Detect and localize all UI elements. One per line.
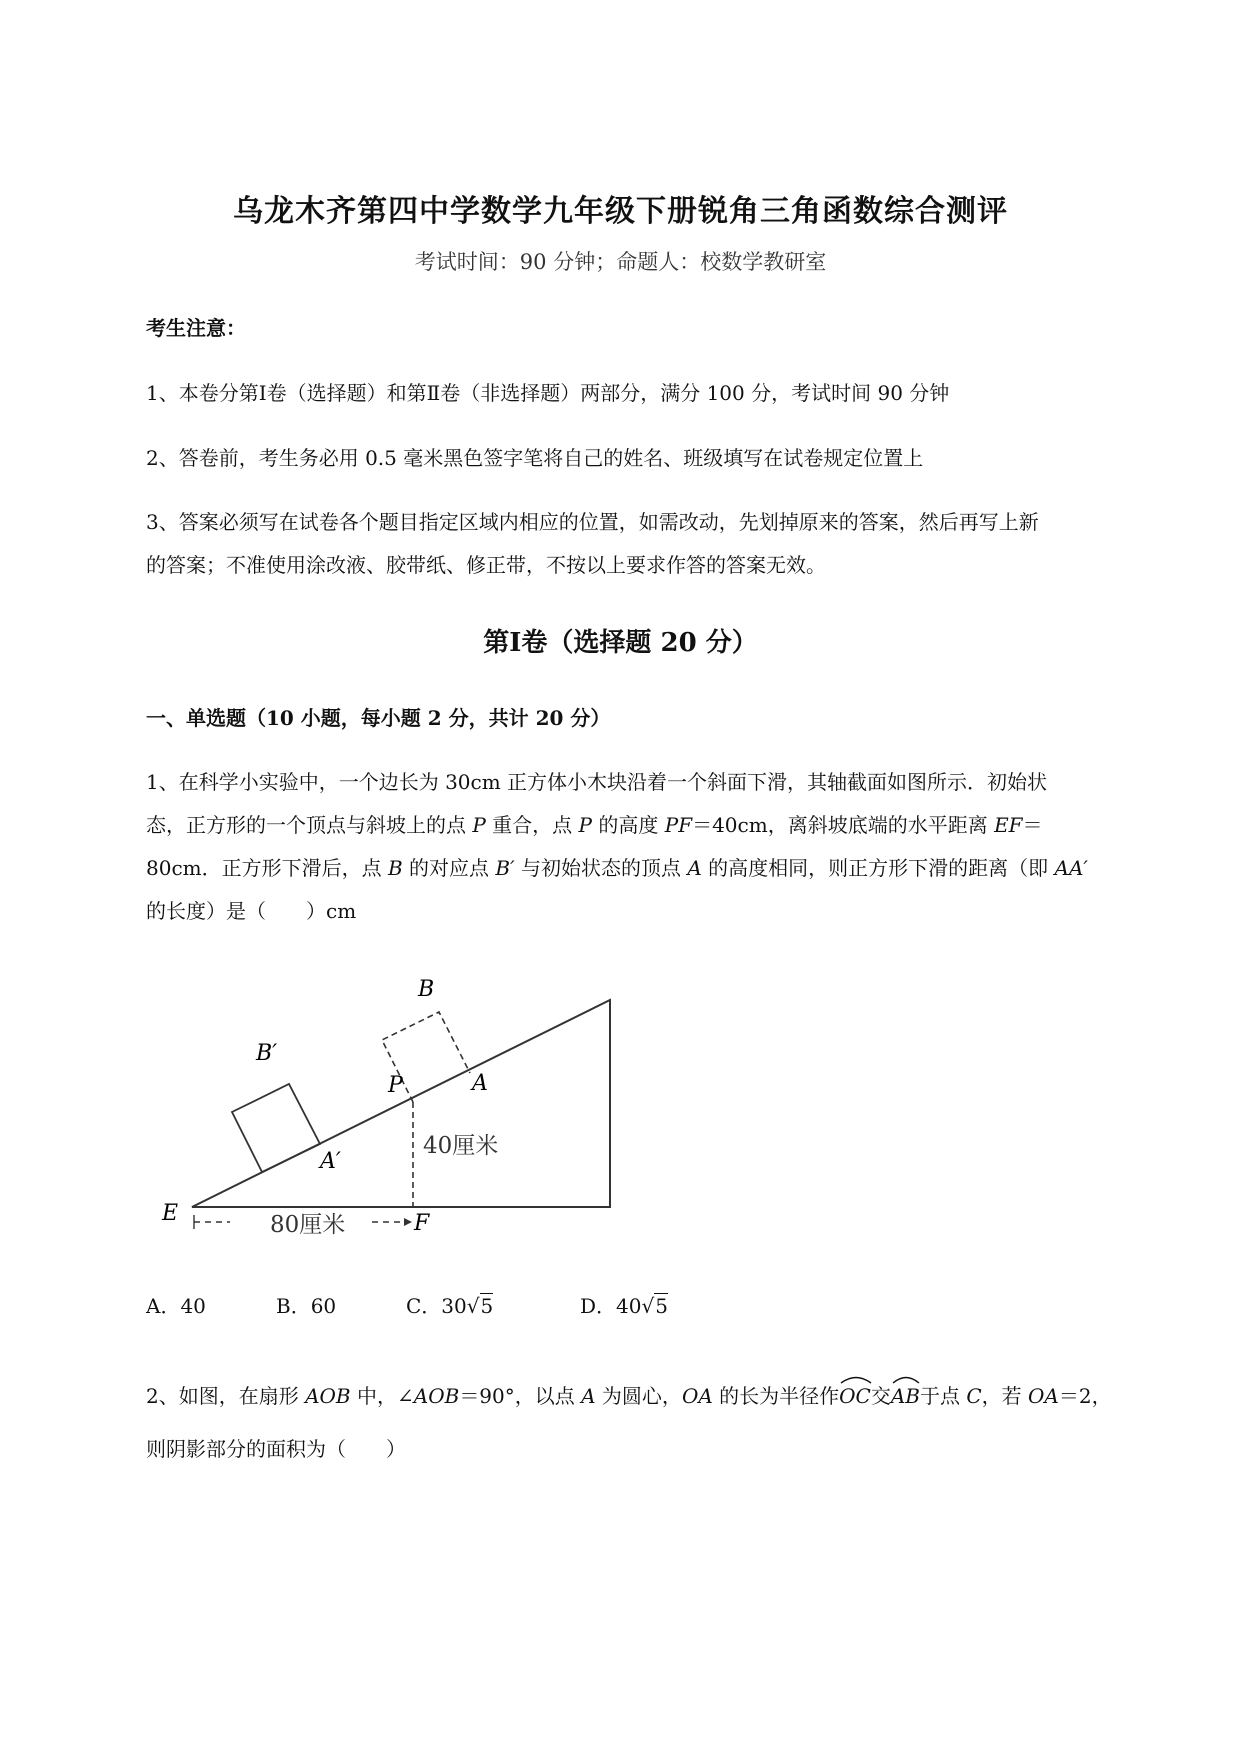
q1-option-d-text: D．40 <box>580 1294 642 1318</box>
fig-label-distance: 80厘米 <box>270 1212 346 1238</box>
q2-text: 2、如图，在扇形 <box>146 1384 306 1408</box>
q2-text: 中，∠ <box>350 1384 414 1408</box>
q1-line-2 <box>146 809 1043 838</box>
q2-text: ＝90°，以点 <box>459 1384 582 1408</box>
q1-math: PF <box>664 813 693 837</box>
q1-option-c[interactable] <box>406 1290 493 1319</box>
q1-math: B′ <box>495 856 515 880</box>
q1-math: P <box>472 813 486 837</box>
sqrt-radicand: 5 <box>480 1294 494 1318</box>
fig-label-height: 40厘米 <box>423 1133 499 1159</box>
q1-math: P <box>578 813 593 837</box>
q1-text: 的对应点 <box>402 856 496 880</box>
q2-math: C <box>966 1384 982 1408</box>
arc-icon <box>839 1374 873 1384</box>
q1-line-1: 1、在科学小实验中，一个边长为 30cm 正方体小木块沿着一个斜面下滑，其轴截面如图所示．初始状 <box>146 770 1048 794</box>
fig-label-a-prime: A′ <box>320 1149 341 1174</box>
q1-text: 重合，点 <box>485 813 579 837</box>
q1-text: 态，正方形的一个顶点与斜坡上的点 <box>146 813 473 837</box>
q1-math: EF <box>994 813 1023 837</box>
q2-line-2: 则阴影部分的面积为（ ） <box>146 1437 406 1461</box>
sqrt-radicand: 5 <box>655 1294 668 1318</box>
q1-text: ＝ <box>1022 813 1043 837</box>
notice-item-1: 1、本卷分第Ⅰ卷（选择题）和第Ⅱ卷（非选择题）两部分，满分 100 分，考试时间 90 分钟 <box>146 381 950 405</box>
q1-line-3 <box>146 852 1088 881</box>
q2-text: 的长为半径作 <box>712 1384 840 1408</box>
q1-text: 的高度相同，则正方形下滑的距离（即 <box>701 856 1055 880</box>
notice-item-3: 3、答案必须写在试卷各个题目指定区域内相应的位置，如需改动，先划掉原来的答案，然后再写上新 <box>146 510 1039 534</box>
slid-square <box>232 1084 320 1172</box>
part-heading: 一、单选题（10 小题，每小题 2 分，共计 20 分） <box>146 706 611 730</box>
q2-text: 为圆心， <box>595 1384 682 1408</box>
q2-math: A <box>581 1384 596 1408</box>
q1-math: AA′ <box>1054 856 1088 880</box>
fig-label-b-prime: B′ <box>256 1041 278 1066</box>
q2-text: 于点 <box>919 1384 967 1408</box>
fig-label-b: B <box>418 977 435 1002</box>
q2-math: AOB <box>305 1384 351 1408</box>
q1-text: 与初始状态的顶点 <box>514 856 688 880</box>
page-subtitle: 考试时间：90 分钟；命题人：校数学教研室 <box>414 250 827 274</box>
q1-text: 的高度 <box>592 813 665 837</box>
arc-oc <box>839 1384 871 1408</box>
arc-oc-label: OC <box>839 1384 871 1408</box>
notice-heading: 考生注意： <box>146 316 246 340</box>
q1-option-c-text: C．30 <box>406 1294 467 1318</box>
q1-option-d[interactable] <box>580 1290 668 1319</box>
notice-item-3-cont: 的答案；不准使用涂改液、胶带纸、修正带，不按以上要求作答的答案无效。 <box>146 553 826 577</box>
q2-math: AOB <box>413 1384 460 1408</box>
fig-label-p: P <box>388 1073 403 1098</box>
q1-option-b[interactable]: B．60 <box>276 1294 337 1318</box>
sqrt-symbol: √5 <box>466 1294 494 1318</box>
arc-ab <box>891 1384 920 1408</box>
sqrt-symbol: √5 <box>641 1294 668 1318</box>
notice-item-2: 2、答卷前，考生务必用 0.5 毫米黑色签字笔将自己的姓名、班级填写在试卷规定位置上 <box>146 446 924 470</box>
fig-label-f: F <box>414 1211 430 1236</box>
q2-math: OA <box>681 1384 713 1408</box>
q2-text: ，若 <box>981 1384 1029 1408</box>
arc-icon <box>891 1374 921 1384</box>
fig-label-e: E <box>162 1201 179 1226</box>
q2-math: OA <box>1028 1384 1059 1408</box>
ef-dim-arrow <box>404 1218 412 1226</box>
q1-math: A <box>687 856 702 880</box>
q1-option-a[interactable]: A．40 <box>146 1294 206 1318</box>
section-title: 第Ⅰ卷（选择题 20 分） <box>483 628 758 658</box>
q1-text: 80cm．正方形下滑后，点 <box>146 856 388 880</box>
q2-text: 交 <box>870 1384 891 1408</box>
q2-text: ＝2， <box>1058 1384 1112 1408</box>
fig-label-a: A <box>472 1071 488 1096</box>
q1-math: B <box>387 856 403 880</box>
q2-line-1 <box>146 1380 1112 1409</box>
page-title: 乌龙木齐第四中学数学九年级下册锐角三角函数综合测评 <box>233 194 1008 229</box>
arc-ab-label: AB <box>890 1384 920 1408</box>
q1-figure <box>150 960 630 1250</box>
q1-text: ＝40cm，离斜坡底端的水平距离 <box>692 813 995 837</box>
q1-line-4: 的长度）是（ ）cm <box>146 899 357 923</box>
